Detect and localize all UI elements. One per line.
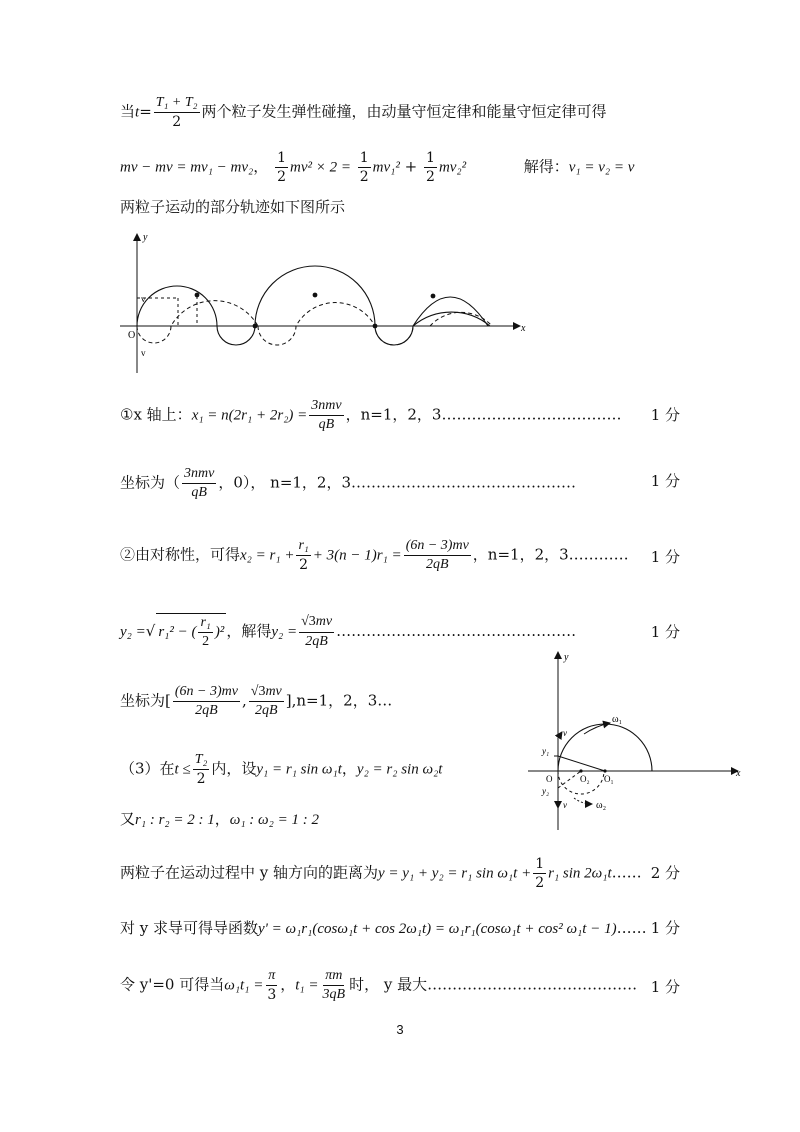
y-axis-label: y <box>143 232 148 243</box>
radius-line <box>558 771 581 788</box>
frac-num: T₁ + T₂ <box>154 95 200 113</box>
text: 两粒子在运动过程中 y 轴方向的距离为 <box>120 863 379 882</box>
rad-num: 3 <box>258 684 266 699</box>
sqrt-symbol: √ <box>301 614 309 630</box>
mid: 内，设 <box>211 759 257 778</box>
ratio-r: r₁ : r₂ = 2 : 1 <box>135 812 215 828</box>
origin-label: O <box>128 330 136 341</box>
frac-num: r₁ <box>296 538 310 556</box>
expr-y2: y₂ = r₂ sin ω₂t <box>356 761 443 778</box>
score: 1 分 <box>650 406 680 424</box>
y2-label: y₂ <box>542 786 550 796</box>
frac-num: 3nmv <box>309 398 343 416</box>
v-down-label: v <box>141 348 146 358</box>
comma: ， <box>280 975 296 994</box>
eq-energy-t1: mv₁² <box>372 159 400 176</box>
expr: y = y₁ + y₂ = r₁ sin ω₁t + <box>378 865 532 882</box>
text: 对 y 求导可得导函数 <box>120 919 259 937</box>
expr: y' = ω₁r₁(cosω₁t + cos 2ω₁t) = ω₁r₁(cosω₁t + cos² ω₁t − 1) <box>258 921 617 937</box>
frac-den: 2 <box>426 169 435 186</box>
fraction <box>309 398 343 433</box>
v2-label: v <box>563 800 567 810</box>
leader-dots: …………………………………… <box>427 975 638 994</box>
fraction <box>321 968 348 1003</box>
label: 坐标为[ <box>120 691 171 710</box>
label: ①x 轴上： <box>120 405 192 424</box>
frac-den: 3 <box>267 987 277 1004</box>
fraction-half-3 <box>424 150 437 185</box>
line-collision-time <box>120 95 607 130</box>
leader-dots: …………………………… <box>456 405 622 424</box>
large-arc <box>558 724 652 771</box>
y-axis-label: y <box>564 652 569 663</box>
collision-point <box>313 293 318 298</box>
rest: ],n=1，2，3… <box>285 691 393 710</box>
frac-den: 2 <box>299 557 309 574</box>
expr-t1: t₁ = <box>295 977 319 994</box>
rest: 时， y 最大 <box>349 975 428 994</box>
label: 坐标为（ <box>120 473 181 492</box>
text: 令 y'=0 可得当 <box>120 975 225 994</box>
ratio-w: ω₁ : ω₂ = 1 : 2 <box>229 812 319 828</box>
trajectory-figure <box>120 228 530 376</box>
label: 又 <box>120 810 136 828</box>
comma: , <box>241 691 247 710</box>
line-part3 <box>120 752 442 787</box>
plus: + <box>404 157 418 176</box>
text-collision: 两个粒子发生弹性碰撞，由动量守恒定律和能量守恒定律可得 <box>201 102 607 121</box>
rad-a: r₁² − ( <box>158 624 197 641</box>
omega2-arrow <box>574 798 592 804</box>
expr: t ≤ <box>174 761 191 778</box>
frac-num: (6n − 3)mv <box>404 538 471 556</box>
origin-label: O <box>546 774 553 784</box>
fraction-half-1 <box>275 150 288 185</box>
frac-den: 2qB <box>195 703 218 719</box>
expr-y1: y₁ = r₁ sin ω₁t <box>256 761 342 778</box>
frac-num: 1 <box>424 150 437 168</box>
score: 1 分 <box>650 919 680 937</box>
frac-den: 3qB <box>322 987 346 1003</box>
o2-label: O₂ <box>580 774 590 784</box>
expr2: r₁ sin 2ω₁t <box>548 865 612 882</box>
label: （3）在 <box>120 759 175 778</box>
comma: ， <box>253 157 269 176</box>
score: 1 分 <box>650 978 680 996</box>
eq-momentum: mv − mv = mv₁ − mv₂ <box>120 159 254 176</box>
comma: ， <box>214 810 230 828</box>
rad-num: 3 <box>308 614 316 630</box>
collision-point <box>253 324 258 329</box>
leader-dots: ………………………………………… <box>336 622 577 641</box>
frac-num: 1 <box>533 856 546 874</box>
fraction <box>296 538 310 573</box>
eq-energy-t2: mv₂² <box>438 159 467 176</box>
frac-den: 2 <box>172 114 182 131</box>
eq-result: v₁ = v₂ = v <box>568 159 635 176</box>
fraction-half-2 <box>358 150 371 185</box>
expr: y₂ = <box>120 624 146 641</box>
line-derivative <box>120 917 647 938</box>
solid-trajectory <box>137 266 490 345</box>
frac-den: 2 <box>535 875 545 892</box>
expr: x₁ = n(2r₁ + 2r₂) = <box>191 407 308 424</box>
score: 1 分 <box>650 548 680 566</box>
frac-num: π <box>266 968 277 986</box>
leader-dots: ……… <box>583 545 629 564</box>
fraction <box>299 614 334 649</box>
expr: y₂ = <box>271 624 298 641</box>
radius-line <box>558 756 605 771</box>
line-conservation <box>120 150 634 185</box>
sqrt-body <box>156 613 226 650</box>
leader-dots: …… <box>616 919 647 937</box>
frac-den: qB <box>318 417 335 433</box>
eq-energy-left: mv² × 2 = <box>289 159 351 176</box>
y1-label: y₁ <box>542 746 550 756</box>
expr2: + 3(n − 1)r₁ = <box>312 547 402 564</box>
collision-point <box>373 324 378 329</box>
fraction <box>404 538 471 573</box>
line-ratios <box>120 808 319 829</box>
line-coords-1 <box>120 466 576 501</box>
frac-num <box>299 614 334 632</box>
frac-den: 2qB <box>254 703 278 719</box>
rad-b: )² <box>214 624 225 641</box>
line-distance <box>120 856 642 891</box>
x-axis-label: x <box>521 323 526 334</box>
frac-num: (6n − 3)mv <box>173 684 240 702</box>
fraction <box>173 684 240 719</box>
frac-den: qB <box>191 485 207 501</box>
leader-dots: …………………………………… <box>366 473 577 492</box>
sqrt-symbol: √ <box>250 684 259 699</box>
frac-den: 2qB <box>425 557 449 573</box>
frac-den: 2 <box>196 771 206 788</box>
fraction-t1-t2 <box>154 95 200 130</box>
frac-den: 2 <box>202 634 210 650</box>
line-y2 <box>120 613 576 650</box>
text-solve: 解得： <box>523 157 569 176</box>
num-rest: mv <box>265 684 282 699</box>
omega2-label: ω₂ <box>596 800 607 811</box>
line-x-axis-positions <box>120 398 621 433</box>
frac-num: 3nmv <box>182 466 216 484</box>
frac-num: 1 <box>358 150 371 168</box>
collision-point <box>195 293 200 298</box>
n-values: ，n=1，2，3… <box>472 545 584 564</box>
center-o1 <box>603 769 606 772</box>
page-number: 3 <box>396 1022 404 1037</box>
omega1-label: ω₁ <box>612 714 623 725</box>
leader-dots: …… <box>611 863 642 882</box>
var-t: t <box>135 104 140 121</box>
label: ②由对称性，可得 <box>120 545 241 564</box>
score: 2 分 <box>650 864 680 882</box>
fraction <box>265 968 278 1003</box>
fraction <box>249 684 284 719</box>
o1-label: O₁ <box>604 774 614 784</box>
mid: ，解得 <box>226 622 272 641</box>
frac-den: 2 <box>359 169 369 186</box>
score: 1 分 <box>650 472 680 490</box>
frac-num: T₂ <box>193 752 210 770</box>
line-symmetry <box>120 538 629 573</box>
expr: x₂ = r₁ + <box>240 547 295 564</box>
fraction <box>193 752 210 787</box>
num-rest: mv <box>315 614 333 630</box>
line-trajectory-caption: 两粒子运动的部分轨迹如下图所示 <box>120 198 346 216</box>
comma: ， <box>341 759 357 778</box>
center-o2 <box>579 769 582 772</box>
fraction <box>198 615 212 650</box>
score: 1 分 <box>650 623 680 641</box>
fraction <box>182 466 216 501</box>
frac-num: r₁ <box>198 615 212 633</box>
rotation-figure <box>518 648 746 834</box>
dashed-trajectory <box>137 301 492 345</box>
v1-label: v <box>563 728 567 738</box>
frac-num <box>249 684 284 702</box>
collision-point <box>431 294 436 299</box>
line-maximum <box>120 968 637 1003</box>
frac-num: 1 <box>275 150 288 168</box>
line-coords-2 <box>120 684 392 719</box>
sqrt-symbol: √ <box>145 622 156 641</box>
v-up-label: v <box>141 294 146 304</box>
frac-den: 2 <box>277 169 286 186</box>
text-when: 当 <box>120 102 136 121</box>
x-axis-label: x <box>736 768 741 779</box>
n-values: ，n=1，2，3… <box>345 405 457 424</box>
equals: = <box>139 102 152 121</box>
v1-arrow <box>558 732 562 738</box>
rest: ，0）， n=1，2，3… <box>218 473 367 492</box>
fraction <box>533 856 546 891</box>
frac-den: 2qB <box>305 633 328 649</box>
frac-num: πm <box>323 968 344 986</box>
expr: ω₁t₁ = <box>224 977 264 994</box>
